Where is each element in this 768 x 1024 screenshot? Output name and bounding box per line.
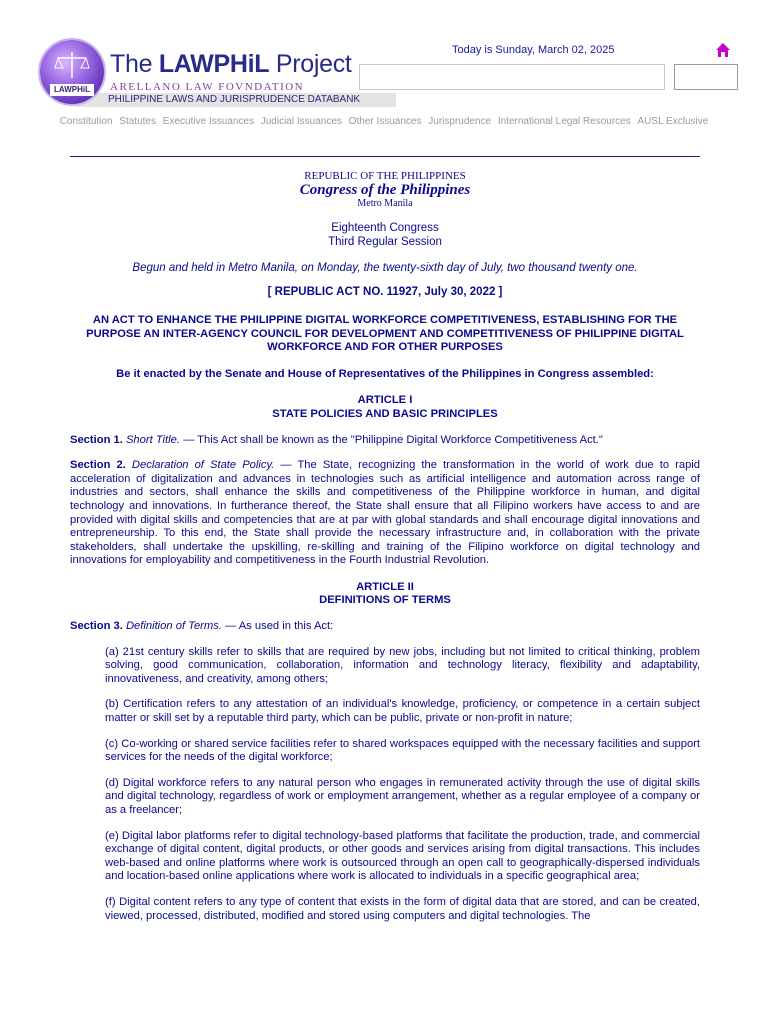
logo-band bbox=[76, 93, 396, 107]
definition-f: (f) Digital content refers to any type of content that exists in the form of digital data that are stored, and can be created, viewed, processed, distributed, modified and stored using computers and digital technologies. The bbox=[105, 895, 700, 922]
nav-constitution[interactable]: Constitution bbox=[59, 116, 113, 127]
begun-text: Begun and held in Metro Manila, on Monday, the twenty-sixth day of July, two thousand twenty one. bbox=[132, 261, 638, 274]
article-2-heading bbox=[70, 581, 700, 608]
section-3-title: Definition of Terms. bbox=[125, 620, 222, 633]
section-1 bbox=[70, 434, 700, 448]
section-1-text: — This Act shall be known as the "Philippine Digital Workforce Competitiveness Act." bbox=[179, 433, 603, 446]
section-3 bbox=[70, 620, 700, 634]
main-nav bbox=[0, 116, 768, 127]
session-info bbox=[70, 221, 700, 249]
definition-c: (c) Co-working or shared service facilities refer to shared workspaces equipped with the necessary facilities and support services for the needs of the digital workforce; bbox=[105, 737, 700, 764]
nav-jurisprudence[interactable]: Jurisprudence bbox=[428, 116, 492, 127]
article-1-name: STATE POLICIES AND BASIC PRINCIPLES bbox=[272, 407, 498, 420]
date-text: Today is Sunday, March 02, 2025 bbox=[452, 44, 615, 56]
section-1-number: Section 1. bbox=[70, 433, 123, 446]
metro-manila: Metro Manila bbox=[357, 198, 413, 210]
definition-d: (d) Digital workforce refers to any natural person who engages in remunerated activity through the use of digital skills and digital technology, regardless of work or employment arrangement, whether as a regular employee of a company or as a freelancer; bbox=[105, 776, 700, 816]
nav-ausl-exclusive[interactable]: AUSL Exclusive bbox=[637, 116, 709, 127]
nav-other-issuances[interactable]: Other Issuances bbox=[348, 116, 422, 127]
section-3-number: Section 3. bbox=[70, 620, 123, 633]
act-title: AN ACT TO ENHANCE THE PHILIPPINE DIGITAL WORKFORCE COMPETITIVENESS, ESTABLISHING FOR THE PURPOSE AN INTER-AGENCY COUNCIL FOR DEVELOPMENT AND COMPETITIVENESS OF PHILIPPINE DIGITAL WORKFORCE AND FOR OTHER PURPOSES bbox=[86, 313, 684, 354]
section-2-title: Declaration of State Policy. bbox=[131, 459, 275, 472]
search-button[interactable] bbox=[674, 64, 738, 90]
nav-executive-issuances[interactable]: Executive Issuances bbox=[162, 116, 254, 127]
article-1-heading bbox=[70, 394, 700, 421]
article-2-number: ARTICLE II bbox=[356, 580, 414, 593]
definition-b: (b) Certification refers to any attestation of an individual's knowledge, proficiency, or competence in a certain subject matter or skill set by a reputable third party, which can be public, private or non-profit in nature; bbox=[105, 698, 700, 725]
logo-band-text: PHILIPPINE LAWS AND JURISPRUDENCE DATABANK bbox=[108, 94, 361, 105]
definition-e: (e) Digital labor platforms refer to digital technology-based platforms that facilitate the production, trade, and commercial exchange of digital content, digital products, or other goods and services arising from digital transactions. This includes web-based and online platforms where work is outsourced through an open call to geographically-dispersed individuals and location-based online applications where work is allocated to individuals in a specific geographical area; bbox=[105, 829, 700, 883]
section-3-text: — As used in this Act: bbox=[221, 620, 334, 633]
nav-statutes[interactable]: Statutes bbox=[119, 116, 156, 127]
section-2-text: — The State, recognizing the transformation in the world of work due to rapid acceleration of digitalization and advances in technologies such as artificial intelligence and automation across range of industries and sectors, shall enhance the skills and competitiveness of the Philippine workforce in human, and digital technology and innovations. In furtherance thereof, the State shall ensure that all Filipino workers have access to and are provided with digital skills and competencies that are at par with global standards and shall encourage digital innovations and entrepreneurship. To this end, the State shall provide the necessary infrastructure and, in collaboration with the private stakeholders, shall undertake the upskilling, re-skilling and training of the Filipino workforce on digital technology and innovations for employability and competitiveness in the Fourth Industrial Revolution. bbox=[70, 459, 701, 567]
header-divider bbox=[70, 156, 700, 157]
definition-a: (a) 21st century skills refer to skills that are required by new jobs, including but not limited to critical thinking, problem solving, good communication, collaboration, information and technology literacy, flexibility and adaptability, innovativeness, and creativity, among others; bbox=[105, 645, 700, 685]
section-2-number: Section 2. bbox=[70, 459, 126, 472]
lawphil-logo[interactable] bbox=[36, 40, 376, 112]
congress-heading: Congress of the Philippines bbox=[299, 181, 471, 198]
seal-label: LAWPHiL bbox=[50, 84, 94, 96]
site-header bbox=[0, 0, 768, 135]
nav-judicial-issuances[interactable]: Judicial Issuances bbox=[260, 116, 342, 127]
logo-title: The LAWPHiL Project bbox=[110, 50, 352, 78]
logo-subtitle: ARELLANO LAW FOVNDATION bbox=[110, 81, 305, 93]
session-name: Third Regular Session bbox=[328, 235, 442, 248]
home-icon[interactable] bbox=[715, 42, 731, 58]
republic-heading: REPUBLIC OF THE PHILIPPINES bbox=[304, 170, 466, 182]
article-2-name: DEFINITIONS OF TERMS bbox=[319, 594, 451, 607]
scales-of-justice-icon bbox=[40, 40, 104, 104]
article-1-number: ARTICLE I bbox=[357, 394, 413, 407]
section-2 bbox=[70, 459, 700, 568]
document-body bbox=[70, 170, 700, 923]
section-1-title: Short Title. bbox=[125, 433, 180, 446]
congress-number: Eighteenth Congress bbox=[331, 221, 439, 234]
nav-international-legal-resources[interactable]: International Legal Resources bbox=[497, 116, 631, 127]
search-input[interactable] bbox=[359, 64, 665, 90]
republic-act-number: [ REPUBLIC ACT NO. 11927, July 30, 2022 ] bbox=[267, 286, 503, 299]
enacting-clause: Be it enacted by the Senate and House of Representatives of the Philippines in Congress assembled: bbox=[116, 367, 654, 380]
